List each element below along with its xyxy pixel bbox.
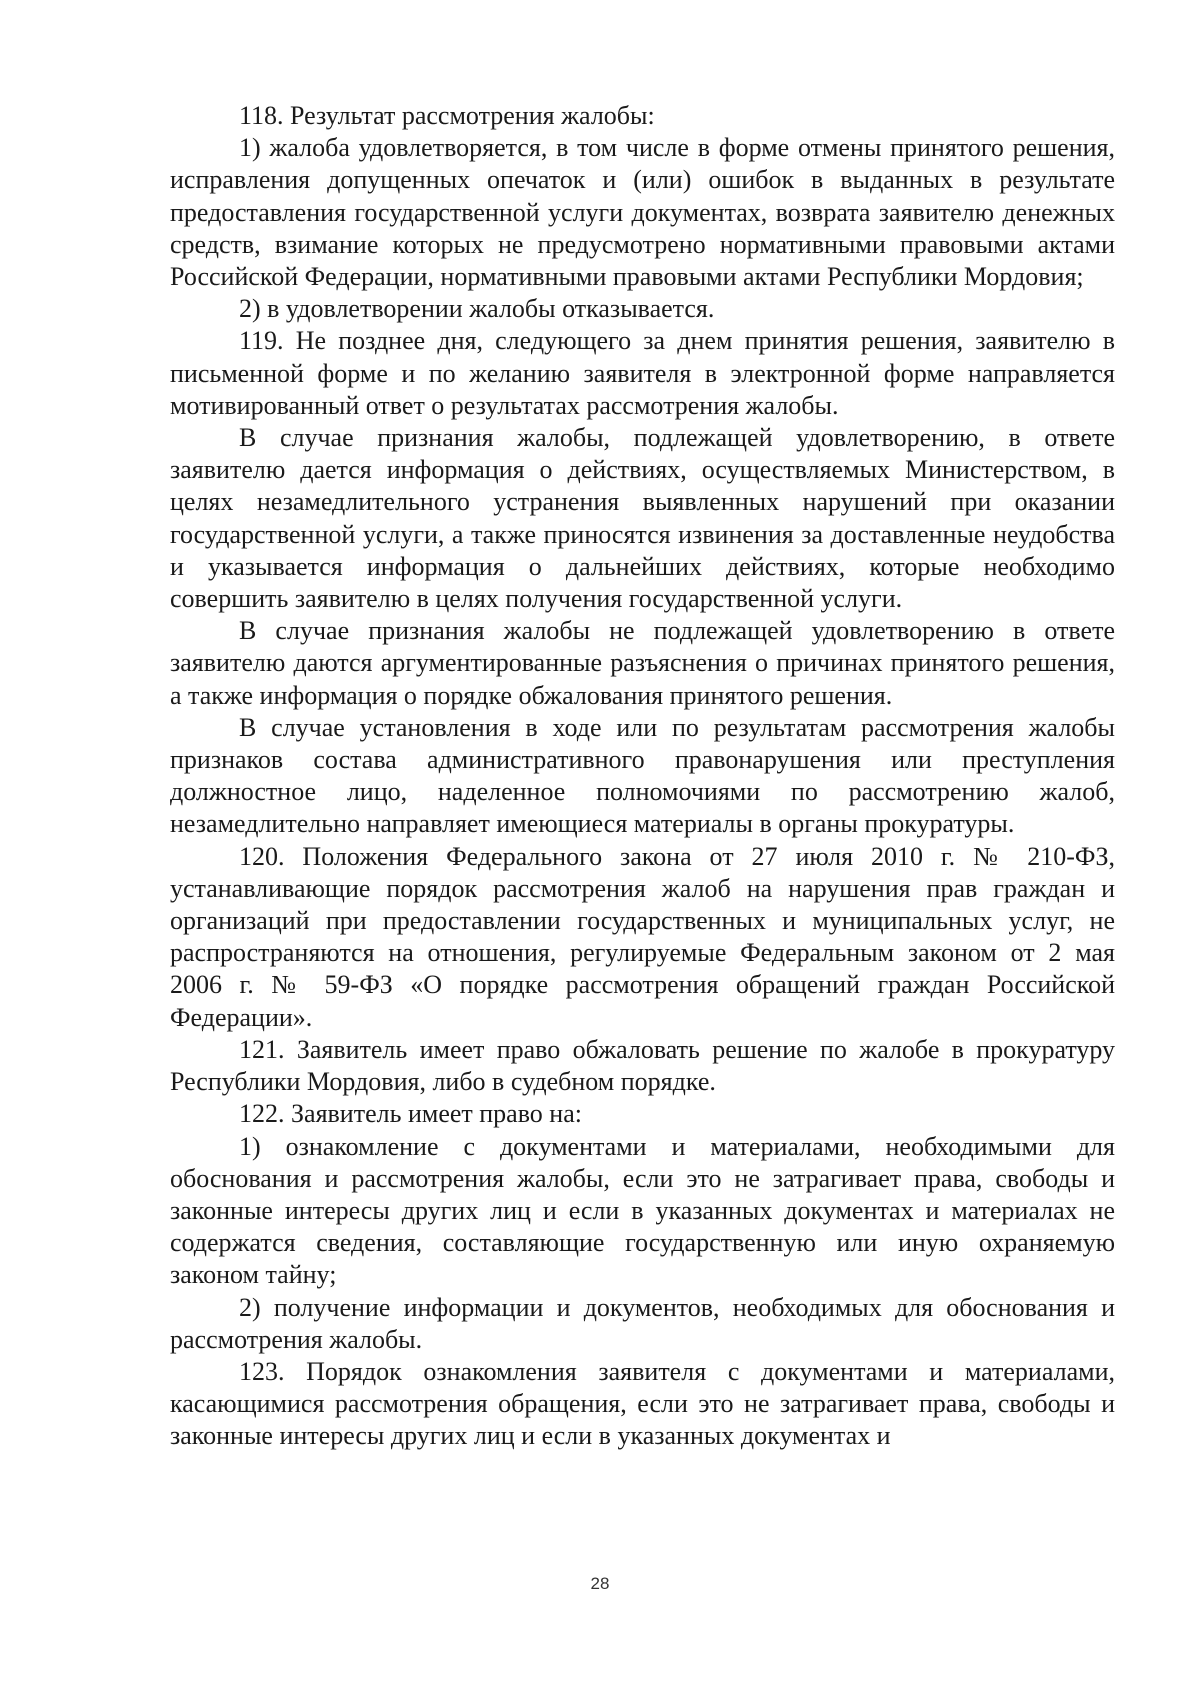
paragraph-122-item-2: 2) получение информации и документов, необходимых для обоснования и рассмотрения жалобы. [170, 1292, 1115, 1354]
paragraph-118: 118. Результат рассмотрения жалобы: [239, 101, 655, 130]
paragraph-122-item-1: 1) ознакомление с документами и материалами, необходимыми для обоснования и рассмотрения жалобы, если это не затрагивает права, свободы и законные интересы других лиц и если в указанных документах и материалах не содержатся сведения, составляющие государственную или иную охраняемую законом тайну; [170, 1131, 1115, 1290]
paragraph-119-rejected: В случае признания жалобы не подлежащей удовлетворению в ответе заявителю даются аргументированные разъяснения о причинах принятого решения, а также информация о порядке обжалования принятого решения. [170, 616, 1115, 710]
document-body [170, 100, 1115, 1453]
paragraph-118-item-1: 1) жалоба удовлетворяется, в том числе в форме отмены принятого решения, исправления допущенных опечаток и (или) ошибок в выданных в результате предоставления государственной услуги документах, возврата заявителю денежных средств, взимание которых не предусмотрено нормативными правовыми актами Российской Федерации, нормативными правовыми актами Республики Мордовия; [170, 133, 1115, 292]
paragraph-119: 119. Не позднее дня, следующего за днем принятия решения, заявителю в письменной форме и по желанию заявителя в электронной форме направляется мотивированный ответ о результатах рассмотрения жалобы. [170, 326, 1115, 420]
paragraph-119-satisfied: В случае признания жалобы, подлежащей удовлетворению, в ответе заявителю дается информация о действиях, осуществляемых Министерством, в целях незамедлительного устранения выявленных нарушений при оказании государственной услуги, а также приносятся извинения за доставленные неудобства и указывается информация о дальнейших действиях, которые необходимо совершить заявителю в целях получения государственной услуги. [170, 423, 1115, 614]
paragraph-122: 122. Заявитель имеет право на: [239, 1099, 582, 1129]
paragraph-119-violation: В случае установления в ходе или по результатам рассмотрения жалобы признаков состава административного правонарушения или преступления должностное лицо, наделенное полномочиями по рассмотрению жалоб, незамедлительно направляет имеющиеся материалы в органы прокуратуры. [170, 712, 1115, 839]
paragraph-118-item-2: 2) в удовлетворении жалобы отказывается. [239, 294, 715, 324]
paragraph-121: 121. Заявитель имеет право обжаловать решение по жалобе в прокуратуру Республики Мордовия, либо в судебном порядке. [170, 1034, 1115, 1097]
paragraph-120: 120. Положения Федерального закона от 27 июля 2010 г. № 210-ФЗ, устанавливающие порядок рассмотрения жалоб на нарушения прав граждан и организаций при предоставлении государственных и муниципальных услуг, не распространяются на отношения, регулируемые Федеральным законом от 2 мая 2006 г. № 59-ФЗ «О порядке рассмотрения обращений граждан Российской Федерации». [170, 841, 1115, 1032]
page-number: 28 [590, 1574, 610, 1593]
paragraph-123: 123. Порядок ознакомления заявителя с документами и материалами, касающимися рассмотрения обращения, если это не затрагивает права, свободы и законные интересы других лиц и если в указанных документах и [170, 1356, 1115, 1451]
